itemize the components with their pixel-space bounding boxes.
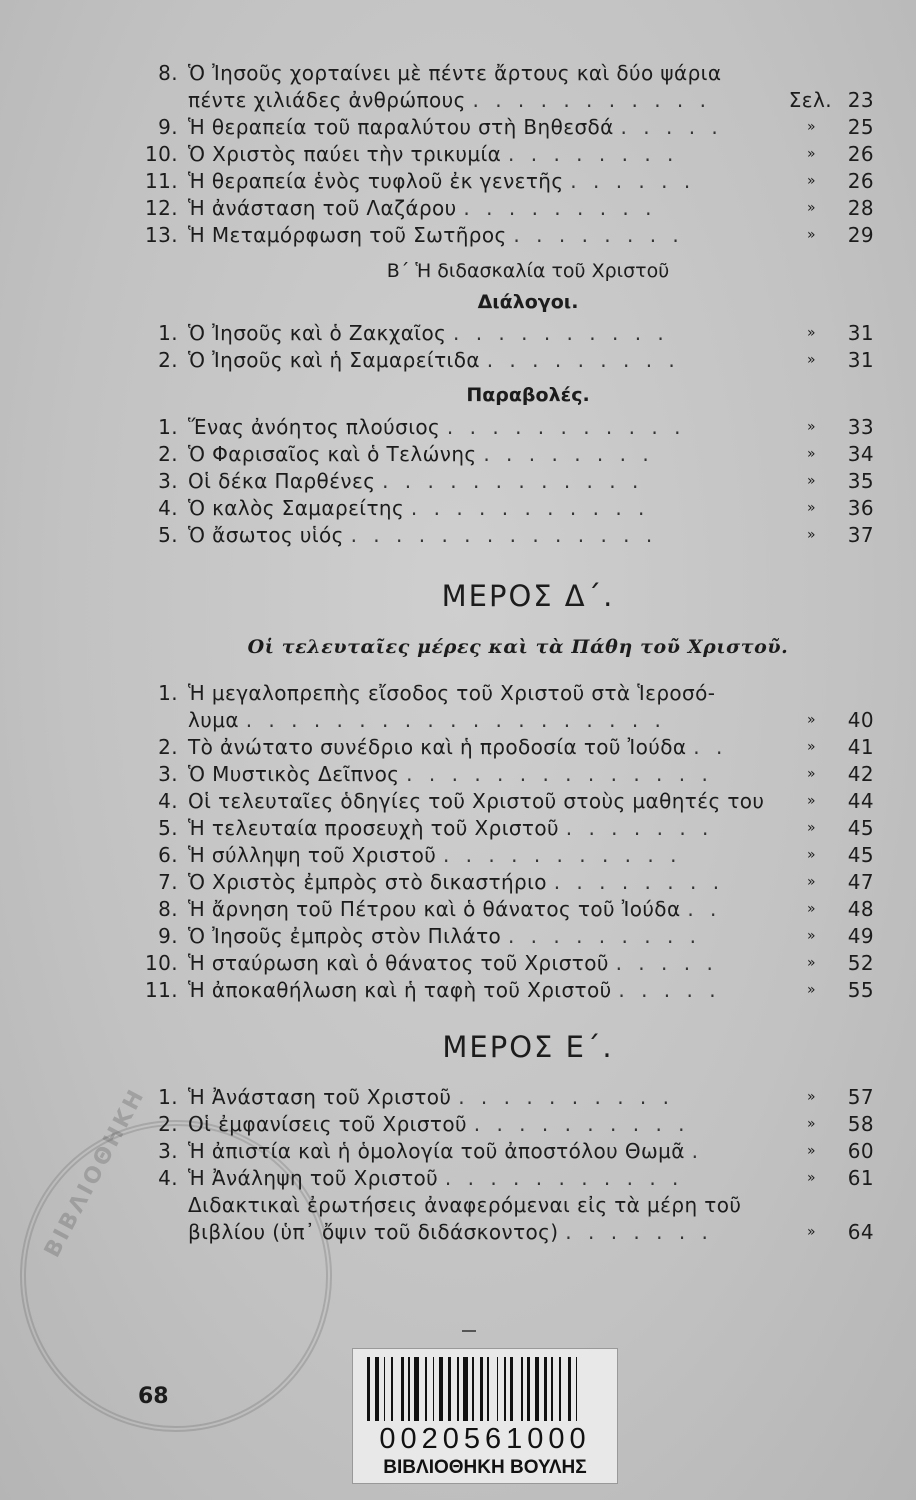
entry-page: 41 bbox=[847, 735, 874, 759]
barcode-bar bbox=[559, 1357, 561, 1421]
entry-page: 44 bbox=[847, 789, 874, 813]
entry-title: Ὁ καλὸς Σαμαρείτης . . . . . . . . . . . bbox=[188, 496, 650, 520]
barcode-bar bbox=[521, 1357, 523, 1421]
toc-entry bbox=[138, 923, 878, 950]
toc-entry bbox=[138, 977, 878, 1004]
ditto-mark: » bbox=[807, 500, 816, 516]
entry-title: Ἕνας ἀνόητος πλούσιος . . . . . . . . . . . bbox=[188, 415, 686, 439]
entry-title: Ὁ Ἰησοῦς ἐμπρὸς στὸν Πιλάτο . . . . . . . . . bbox=[188, 924, 702, 948]
barcode-bar bbox=[535, 1357, 540, 1421]
library-barcode-label bbox=[352, 1348, 618, 1484]
entry-title: Ἡ Ἀνάληψη τοῦ Χριστοῦ . . . . . . . . . . . bbox=[188, 1166, 684, 1190]
toc-entry bbox=[138, 680, 878, 707]
part-e-title-wrap bbox=[138, 1027, 878, 1067]
ditto-mark: » bbox=[807, 901, 816, 917]
barcode-bar bbox=[463, 1357, 468, 1421]
toc-entry-continued bbox=[138, 1219, 878, 1246]
barcode-bar bbox=[457, 1357, 459, 1421]
toc-entry bbox=[138, 815, 878, 842]
barcode-bar bbox=[472, 1357, 474, 1421]
entry-title: Οἱ τελευταῖες ὁδηγίες τοῦ Χριστοῦ στοὺς μαθητές του bbox=[188, 789, 765, 813]
entry-page: 25 bbox=[847, 115, 874, 139]
entry-title: Ὁ Χριστὸς παύει τὴν τρικυμία . . . . . . . . bbox=[188, 142, 679, 166]
part-b-heading-wrap bbox=[138, 256, 878, 286]
entry-title: Ἡ ἄρνηση τοῦ Πέτρου καὶ ὁ θάνατος τοῦ Ἰούδα . . bbox=[188, 897, 722, 921]
barcode-bar bbox=[439, 1357, 444, 1421]
barcode-bar bbox=[384, 1357, 386, 1421]
entry-page: 64 bbox=[847, 1220, 874, 1244]
entry-title: Ἡ μεγαλοπρεπὴς εἴσοδος τοῦ Χριστοῦ στὰ Ἱεροσό- bbox=[188, 681, 716, 705]
entry-number: 2. bbox=[158, 1112, 178, 1136]
toc-entry bbox=[138, 1084, 878, 1111]
entry-number: 5. bbox=[158, 816, 178, 840]
entry-title: Ἡ θεραπεία τοῦ παραλύτου στὴ Βηθεσδά . . . . . bbox=[188, 115, 723, 139]
entry-number: 12. bbox=[144, 196, 178, 220]
entry-number: 1. bbox=[158, 681, 178, 705]
page-ref-label: Σελ. bbox=[788, 88, 832, 112]
ditto-mark: » bbox=[807, 419, 816, 435]
barcode-bar bbox=[527, 1357, 530, 1421]
entry-page: 61 bbox=[847, 1166, 874, 1190]
entry-title: Ὁ Φαρισαῖος καὶ ὁ Τελώνης . . . . . . . . bbox=[188, 442, 654, 466]
ditto-mark: » bbox=[807, 874, 816, 890]
entry-page: 48 bbox=[847, 897, 874, 921]
entry-title: Ὁ Χριστὸς ἐμπρὸς στὸ δικαστήριο . . . . . . . . bbox=[188, 870, 725, 894]
ditto-mark: » bbox=[807, 1224, 816, 1240]
page-number: 68 bbox=[138, 1384, 169, 1409]
toc-entry bbox=[138, 495, 878, 522]
toc-entry bbox=[138, 869, 878, 896]
library-name: ΒΙΒΛΙΟΘΗΚΗ ΒΟΥΛΗΣ bbox=[383, 1457, 587, 1478]
entry-page: 37 bbox=[847, 523, 874, 547]
entry-page: 31 bbox=[847, 321, 874, 345]
part-d-subtitle: Οἱ τελευταῖες μέρες καὶ τὰ Πάθη τοῦ Χριστοῦ. bbox=[247, 636, 789, 658]
barcode-bar bbox=[391, 1357, 393, 1421]
dialogues-list bbox=[138, 320, 878, 374]
entry-number: 5. bbox=[158, 523, 178, 547]
ditto-mark: » bbox=[807, 739, 816, 755]
ditto-mark: » bbox=[807, 352, 816, 368]
toc-entry bbox=[138, 441, 878, 468]
entry-number: 4. bbox=[158, 496, 178, 520]
entry-number: 13. bbox=[144, 223, 178, 247]
entry-title-continued: βιβλίου (ὑπ᾿ ὄψιν τοῦ διδάσκοντος) . . . . . . . bbox=[188, 1220, 713, 1244]
toc-entry bbox=[138, 1165, 878, 1192]
toc-entry bbox=[138, 222, 878, 249]
entry-number: 6. bbox=[158, 843, 178, 867]
entry-page: 45 bbox=[847, 816, 874, 840]
ditto-mark: » bbox=[807, 527, 816, 543]
barcode-bar bbox=[448, 1357, 451, 1421]
part-e-list bbox=[138, 1084, 878, 1246]
toc-entry bbox=[138, 788, 878, 815]
entry-page: 26 bbox=[847, 169, 874, 193]
part-d-list bbox=[138, 680, 878, 1004]
entry-title: Ἡ Ἀνάσταση τοῦ Χριστοῦ . . . . . . . . . . bbox=[188, 1085, 674, 1109]
entry-number: 3. bbox=[158, 1139, 178, 1163]
barcode bbox=[367, 1357, 603, 1421]
entry-title: Ἡ σύλληψη τοῦ Χριστοῦ . . . . . . . . . . . bbox=[188, 843, 682, 867]
entry-number: 10. bbox=[144, 951, 178, 975]
entry-page: 34 bbox=[847, 442, 874, 466]
barcode-bar bbox=[504, 1357, 506, 1421]
entry-page: 28 bbox=[847, 196, 874, 220]
parables-heading: Παραβολές. bbox=[466, 384, 590, 406]
entry-page: 58 bbox=[847, 1112, 874, 1136]
entry-title-continued: λυμα . . . . . . . . . . . . . . . . . . . bbox=[188, 708, 666, 732]
entry-title: Ἡ Μεταμόρφωση τοῦ Σωτῆρος . . . . . . . . bbox=[188, 223, 684, 247]
toc-entry bbox=[138, 195, 878, 222]
part-d-title-wrap bbox=[138, 576, 878, 616]
ditto-mark: » bbox=[807, 847, 816, 863]
entry-page: 60 bbox=[847, 1139, 874, 1163]
entry-page: 33 bbox=[847, 415, 874, 439]
ditto-mark: » bbox=[807, 982, 816, 998]
entry-number: 1. bbox=[158, 1085, 178, 1109]
barcode-bar bbox=[375, 1357, 380, 1421]
part-d-title: ΜΕΡΟΣ Δ΄. bbox=[441, 579, 615, 613]
entry-number: 3. bbox=[158, 469, 178, 493]
entry-page: 36 bbox=[847, 496, 874, 520]
toc-entry bbox=[138, 320, 878, 347]
library-stamp-text: ΒΙΒΛΙΟΘΗΚΗ bbox=[40, 1083, 151, 1262]
ditto-mark: » bbox=[807, 820, 816, 836]
entry-title: Ἡ ἀνάσταση τοῦ Λαζάρου . . . . . . . . . bbox=[188, 196, 657, 220]
entry-title: Ὁ Ἰησοῦς καὶ ἡ Σαμαρείτιδα . . . . . . . . . bbox=[188, 348, 680, 372]
part-b-title: Β΄ Ἡ διδασκαλία τοῦ Χριστοῦ bbox=[386, 260, 670, 282]
entry-title-continued: πέντε χιλιάδες ἀνθρώπους . . . . . . . . . . . bbox=[188, 88, 711, 112]
barcode-bar bbox=[510, 1357, 513, 1421]
toc-entry bbox=[138, 347, 878, 374]
entry-page: 26 bbox=[847, 142, 874, 166]
entry-title: Ἡ τελευταία προσευχὴ τοῦ Χριστοῦ . . . . . . . bbox=[188, 816, 714, 840]
entry-number: 8. bbox=[158, 61, 178, 85]
ditto-mark: » bbox=[807, 325, 816, 341]
divider bbox=[462, 1330, 476, 1332]
entry-number: 3. bbox=[158, 762, 178, 786]
entry-title: Ἡ σταύρωση καὶ ὁ θάνατος τοῦ Χριστοῦ . . . . . bbox=[188, 951, 718, 975]
ditto-mark: » bbox=[807, 446, 816, 462]
toc-entry-continued bbox=[138, 707, 878, 734]
barcode-bar bbox=[425, 1357, 427, 1421]
barcode-bar bbox=[408, 1357, 410, 1421]
entry-number: 9. bbox=[158, 924, 178, 948]
entry-page: 52 bbox=[847, 951, 874, 975]
part-e-title: ΜΕΡΟΣ Ε΄. bbox=[442, 1030, 614, 1064]
ditto-mark: » bbox=[807, 1143, 816, 1159]
entry-number: 4. bbox=[158, 1166, 178, 1190]
ditto-mark: » bbox=[807, 793, 816, 809]
entry-page: 23 bbox=[847, 88, 874, 112]
toc-entry bbox=[138, 842, 878, 869]
entry-title: Ὁ Μυστικὸς Δεῖπνος . . . . . . . . . . . . . . bbox=[188, 762, 713, 786]
entry-title: Διδακτικαὶ ἐρωτήσεις ἀναφερόμεναι εἰς τὰ μέρη τοῦ bbox=[188, 1193, 742, 1217]
toc-entry bbox=[138, 1138, 878, 1165]
ditto-mark: » bbox=[807, 766, 816, 782]
ditto-mark: » bbox=[807, 712, 816, 728]
dialogues-heading-wrap bbox=[138, 287, 878, 317]
toc-entry bbox=[138, 522, 878, 549]
barcode-bar bbox=[367, 1357, 370, 1421]
barcode-bar bbox=[544, 1357, 547, 1421]
ditto-mark: » bbox=[807, 1116, 816, 1132]
entry-page: 47 bbox=[847, 870, 874, 894]
ditto-mark: » bbox=[807, 200, 816, 216]
barcode-bar bbox=[576, 1357, 578, 1421]
ditto-mark: » bbox=[807, 473, 816, 489]
ditto-mark: » bbox=[807, 119, 816, 135]
toc-entry bbox=[138, 168, 878, 195]
entry-title: Οἱ ἐμφανίσεις τοῦ Χριστοῦ . . . . . . . . . . bbox=[188, 1112, 690, 1136]
ditto-mark: » bbox=[807, 955, 816, 971]
toc-entry bbox=[138, 896, 878, 923]
entry-title: Ἡ ἀπιστία καὶ ἡ ὁμολογία τοῦ ἀποστόλου Θωμᾶ . bbox=[188, 1139, 703, 1163]
ditto-mark: » bbox=[807, 1170, 816, 1186]
barcode-bar bbox=[414, 1357, 419, 1421]
ditto-mark: » bbox=[807, 227, 816, 243]
entry-page: 35 bbox=[847, 469, 874, 493]
entry-number: 8. bbox=[158, 897, 178, 921]
barcode-bar bbox=[551, 1357, 553, 1421]
entry-number: 10. bbox=[144, 142, 178, 166]
entry-page: 55 bbox=[847, 978, 874, 1002]
entry-page: 42 bbox=[847, 762, 874, 786]
toc-entry bbox=[138, 1111, 878, 1138]
ditto-mark: » bbox=[807, 173, 816, 189]
entry-title: Ἡ θεραπεία ἑνὸς τυφλοῦ ἐκ γενετῆς . . . . . . bbox=[188, 169, 696, 193]
entry-title: Τὸ ἀνώτατο συνέδριο καὶ ἡ προδοσία τοῦ Ἰούδα . . bbox=[188, 735, 728, 759]
ditto-mark: » bbox=[807, 928, 816, 944]
entry-number: 1. bbox=[158, 321, 178, 345]
entry-number: 2. bbox=[158, 442, 178, 466]
entry-title: Ὁ ἄσωτος υἱός . . . . . . . . . . . . . . bbox=[188, 523, 658, 547]
part-d-subtitle-wrap bbox=[138, 632, 878, 662]
ditto-mark: » bbox=[807, 1089, 816, 1105]
entry-page: 45 bbox=[847, 843, 874, 867]
entry-number: 11. bbox=[144, 169, 178, 193]
entry-page: 57 bbox=[847, 1085, 874, 1109]
entry-page: 29 bbox=[847, 223, 874, 247]
toc-entry-continued bbox=[138, 87, 878, 114]
toc-entry bbox=[138, 761, 878, 788]
entry-number: 11. bbox=[144, 978, 178, 1002]
entry-title: Οἱ δέκα Παρθένες . . . . . . . . . . . . bbox=[188, 469, 644, 493]
part-c-list bbox=[138, 60, 878, 249]
ditto-mark: » bbox=[807, 146, 816, 162]
barcode-bar bbox=[487, 1357, 489, 1421]
entry-title: Ἡ ἀποκαθήλωση καὶ ἡ ταφὴ τοῦ Χριστοῦ . . . . . bbox=[188, 978, 721, 1002]
toc-entry bbox=[138, 1192, 878, 1219]
entry-number: 2. bbox=[158, 735, 178, 759]
toc-entry bbox=[138, 468, 878, 495]
dialogues-heading: Διάλογοι. bbox=[477, 291, 579, 313]
entry-page: 40 bbox=[847, 708, 874, 732]
entry-title: Ὁ Ἰησοῦς χορταίνει μὲ πέντε ἄρτους καὶ δύο ψάρια bbox=[188, 61, 722, 85]
entry-number: 9. bbox=[158, 115, 178, 139]
entry-number: 1. bbox=[158, 415, 178, 439]
toc-entry bbox=[138, 141, 878, 168]
barcode-bar bbox=[433, 1357, 435, 1421]
toc-entry bbox=[138, 734, 878, 761]
parables-heading-wrap bbox=[138, 380, 878, 410]
toc-entry bbox=[138, 414, 878, 441]
toc-entry bbox=[138, 60, 878, 87]
entry-number: 2. bbox=[158, 348, 178, 372]
entry-page: 31 bbox=[847, 348, 874, 372]
barcode-bar bbox=[568, 1357, 571, 1421]
barcode-bar bbox=[480, 1357, 483, 1421]
entry-page: 49 bbox=[847, 924, 874, 948]
entry-number: 7. bbox=[158, 870, 178, 894]
parables-list bbox=[138, 414, 878, 549]
barcode-bar bbox=[497, 1357, 499, 1421]
toc-entry bbox=[138, 114, 878, 141]
toc-entry bbox=[138, 950, 878, 977]
barcode-bar bbox=[401, 1357, 404, 1421]
entry-number: 4. bbox=[158, 789, 178, 813]
barcode-number: 0020561000 bbox=[379, 1423, 591, 1455]
entry-title: Ὁ Ἰησοῦς καὶ ὁ Ζακχαῖος . . . . . . . . . . bbox=[188, 321, 669, 345]
